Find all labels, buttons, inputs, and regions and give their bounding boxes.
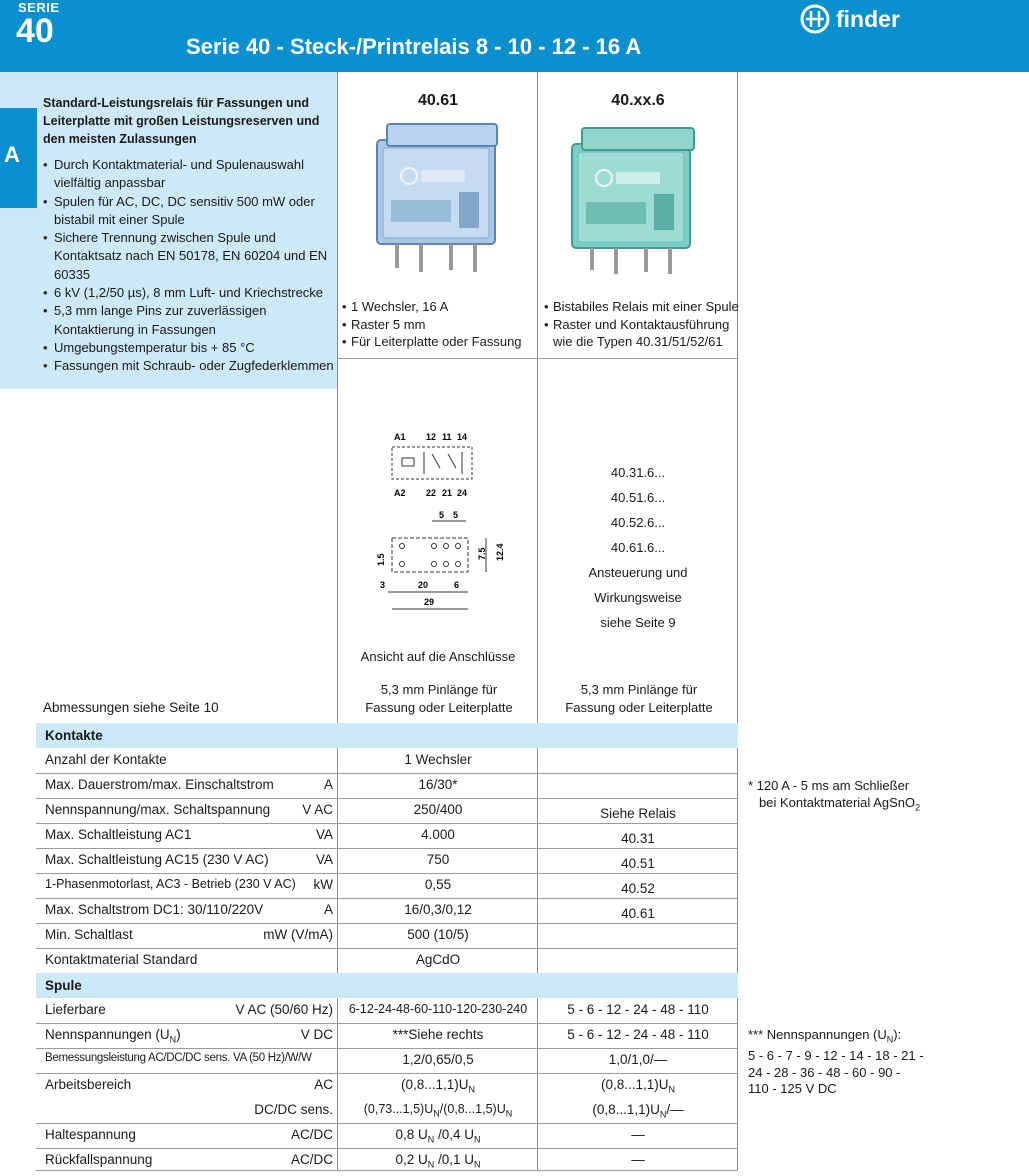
siehe-relais-label: Siehe Relais [600,806,676,821]
product-feature: • 1 Wechsler, 16 A [342,298,537,316]
product-feature: • Raster 5 mm [342,316,537,334]
row-unit: A [323,777,333,792]
label-text: Nennspannungen (U [45,1027,170,1042]
intro-feature: • Spulen für AC, DC, DC sensitiv 500 mW oder bistabil mit einer Spule [43,193,335,230]
row-unit: AC [314,1077,333,1092]
value-text: (0,8...1,1)U [400,1077,469,1092]
row-unit: DC/DC sens. [254,1102,333,1117]
section-header-spule [36,973,738,998]
section-title: Kontakte [45,728,103,743]
footnote-text: ): [893,1027,902,1042]
row-unit: V AC [302,802,333,817]
row-unit: AC/DC [290,1127,333,1142]
pin-label: 21 [442,488,453,498]
row-label: Arbeitsbereich [45,1077,132,1092]
label-subscript: N [169,1034,177,1045]
footnote-kontakte [748,778,920,816]
value-subscript: N [427,1159,435,1170]
table-row [0,923,738,948]
intro-feature: • 5,3 mm lange Pins zur zuverlässigen Kontaktierung in Fassungen [43,302,335,339]
relay-reference: 40.51 [621,856,655,871]
table-row [0,773,738,798]
row-value: 16/0,3/0,12 [404,902,472,917]
table-row [0,1098,738,1123]
row-value: 0,55 [424,877,452,892]
footnote-line: 24 - 28 - 36 - 48 - 60 - 90 - [748,1064,901,1080]
dimension-label: 29 [424,597,435,607]
footnote-line [748,1027,924,1048]
row-label [45,1027,181,1045]
table-row [0,1123,738,1148]
type-note: Ansteuerung und [588,565,688,580]
footnote-subscript: 2 [915,802,921,813]
section-title: Spule [45,978,82,993]
value-text: 0,8 U [395,1127,428,1142]
dimension-label: 7.5 [477,547,487,560]
finder-logo-icon [800,4,830,34]
row-value: 1,2/0,65/0,5 [402,1052,474,1067]
value-text: /0,4 U [434,1127,475,1142]
type-code: 40.31.6... [610,465,666,480]
product-title-40-xx-6: 40.xx.6 [611,92,665,109]
row-unit: VA [315,852,333,867]
product-feature: • Für Leiterplatte oder Fassung [342,333,537,351]
section-tab [0,108,37,208]
bistable-types [539,460,737,635]
intro-features [43,156,335,376]
row-label: 1-Phasenmotorlast, AC3 - Betrieb (230 V AC) [45,877,296,891]
pin-label: 12 [426,432,437,442]
finder-logo [800,4,900,34]
footnote-text: *** Nennspannungen (U [748,1027,887,1042]
row-label: Max. Schaltleistung AC15 (230 V AC) [45,852,269,867]
row-value: 6-12-24-48-60-110-120-230-240 [348,1002,528,1016]
row-label: Haltespannung [45,1127,136,1142]
value-text: /(0,8...1,5)U [439,1102,506,1116]
row-value: — [631,1152,645,1167]
intro-heading: Standard-Leistungsrelais für Fassungen und Leiterplatte mit großen Leistungsreserven und den meisten Zulassungen [43,96,320,146]
value-text: (0,8...1,1)U [592,1102,660,1117]
dimension-label: 12.4 [495,543,505,561]
table-row [0,998,738,1023]
row-label: Max. Dauerstrom/max. Einschaltstrom [45,777,274,792]
row-value: — [631,1127,645,1142]
footnote-spule [748,1027,924,1098]
row-value: 1 Wechsler [404,752,472,767]
dimension-label: 5 [439,510,445,520]
row-unit: AC/DC [290,1152,333,1167]
row-unit: kW [313,877,333,892]
relay-40-xx-6-image [562,124,712,276]
relay-reference: 40.61 [621,906,655,921]
row-unit: V DC [300,1027,333,1042]
dimension-label: 3 [380,580,386,590]
type-note: siehe Seite 9 [600,615,676,630]
row-label: Bemessungsleistung AC/DC/DC sens. VA (50 Hz)/W/W [45,1052,312,1064]
value-subscript: N [474,1134,481,1145]
dimension-label: 20 [418,580,429,590]
divider [337,358,737,359]
intro-feature: • Fassungen mit Schraub- oder Zugfederklemmen [43,357,335,375]
row-value [539,1102,737,1120]
value-text: /— [666,1102,684,1117]
row-label: Rückfallspannung [45,1152,153,1167]
pin-label: A1 [394,432,406,442]
diagram-caption: Ansicht auf die Anschlüsse [360,649,516,664]
footnote-line: 110 - 125 V DC [748,1081,837,1097]
footnote-subscript: N [886,1034,894,1045]
value-text: (0,8...1,1)U [600,1077,669,1092]
product-title-40-61: 40.61 [417,92,459,109]
pin-label: 22 [426,488,437,498]
row-value [339,1152,537,1170]
dimensions-note: Abmessungen siehe Seite 10 [43,700,219,715]
intro-feature: • Umgebungstemperatur bis + 85 °C [43,339,335,357]
row-unit: mW (V/mA) [263,927,333,942]
row-value: 5 - 6 - 12 - 24 - 48 - 110 [567,1027,709,1042]
row-value: 1,0/1,0/— [608,1052,668,1067]
siehe-relais-block [539,801,737,926]
row-label: Max. Schaltstrom DC1: 30/110/220V [45,902,264,917]
row-value [339,1127,537,1145]
logo-wordmark: finder [836,5,900,32]
row-label: Lieferbare [45,1002,106,1017]
product-feature: • Raster und Kontaktausführung wie die Typen 40.31/51/52/61 [544,316,739,351]
table-row [0,948,738,973]
footnote-line [748,795,920,816]
row-value: 4.000 [421,827,455,842]
value-subscript: N [505,1108,513,1119]
footnote-line: * 120 A - 5 ms am Schließer [748,778,910,793]
section-tab-label: A [4,142,20,167]
serie-number: 40 [16,12,54,50]
row-value: 5 - 6 - 12 - 24 - 48 - 110 [567,1002,709,1017]
pin-label: A2 [394,488,406,498]
row-value: 16/30* [418,777,458,792]
value-subscript: N [659,1109,667,1120]
row-value [339,1102,537,1119]
row-value: 250/400 [413,802,463,817]
pin-layout-diagram [362,428,512,613]
footnote-text: bei Kontaktmaterial AgSnO [759,794,916,810]
row-label: Nennspannung/max. Schaltspannung [45,802,271,817]
row-value: 500 (10/5) [407,927,469,942]
relay-reference: 40.52 [621,881,655,896]
table-row [0,1023,738,1048]
dimension-label: 6 [454,580,460,590]
row-value: AgCdO [415,952,461,967]
serie-label: SERIE [18,0,60,15]
relay-reference: 40.31 [621,831,655,846]
product-features-40-61 [342,298,537,351]
row-value: 750 [426,852,450,867]
row-unit: VA [315,827,333,842]
dimension-label: 1.5 [376,553,386,566]
value-subscript: N [668,1084,676,1095]
row-divider [36,1170,738,1171]
row-label: Anzahl der Kontakte [45,752,167,767]
dimension-label: 5 [453,510,459,520]
pin-label: 11 [442,432,452,442]
intro-feature: • Sichere Trennung zwischen Spule und Kontaktsatz nach EN 50178, EN 60204 und EN 60335 [43,229,335,284]
value-text: 0,2 U [395,1152,428,1167]
table-row [0,1048,738,1073]
value-subscript: N [427,1134,435,1145]
type-code: 40.52.6... [610,515,666,530]
table-row [0,748,738,773]
section-header-kontakte [36,723,738,748]
page-title: Serie 40 - Steck-/Printrelais 8 - 10 - 12 - 16 A [186,34,642,59]
footnote-line: 5 - 6 - 7 - 9 - 12 - 14 - 18 - 21 - [748,1048,924,1064]
row-label: Kontaktmaterial Standard [45,952,198,967]
row-unit: A [323,902,333,917]
pin-label: 14 [457,432,468,442]
product-feature: • Bistabiles Relais mit einer Spule [544,298,739,316]
pin-label: 24 [457,488,468,498]
relay-40-61-image [365,122,505,274]
row-value [339,1077,537,1095]
value-subscript: N [474,1159,481,1170]
type-code: 40.61.6... [610,540,666,555]
row-label: Min. Schaltlast [45,927,133,942]
value-subscript: N [468,1084,476,1095]
value-text: (0,73...1,5)U [363,1102,434,1116]
row-unit: V AC (50/60 Hz) [235,1002,333,1017]
pin-length-note: 5,3 mm Pinlänge für Fassung oder Leiterplatte [365,682,513,715]
label-text: ) [176,1027,181,1042]
type-note: Wirkungsweise [594,590,682,605]
intro-feature: • 6 kV (1,2/50 µs), 8 mm Luft- und Kriechstrecke [43,284,335,302]
product-features-40-xx-6 [544,298,739,351]
table-row [0,1073,738,1098]
type-code: 40.51.6... [610,490,666,505]
row-value: ***Siehe rechts [392,1027,484,1042]
pin-length-note: 5,3 mm Pinlänge für Fassung oder Leiterplatte [565,682,713,715]
intro-feature: • Durch Kontaktmaterial- und Spulenauswahl vielfältig anpassbar [43,156,335,193]
value-text: /0,1 U [434,1152,475,1167]
row-value [539,1077,737,1095]
value-subscript: N [433,1108,440,1119]
row-label: Max. Schaltleistung AC1 [45,827,192,842]
